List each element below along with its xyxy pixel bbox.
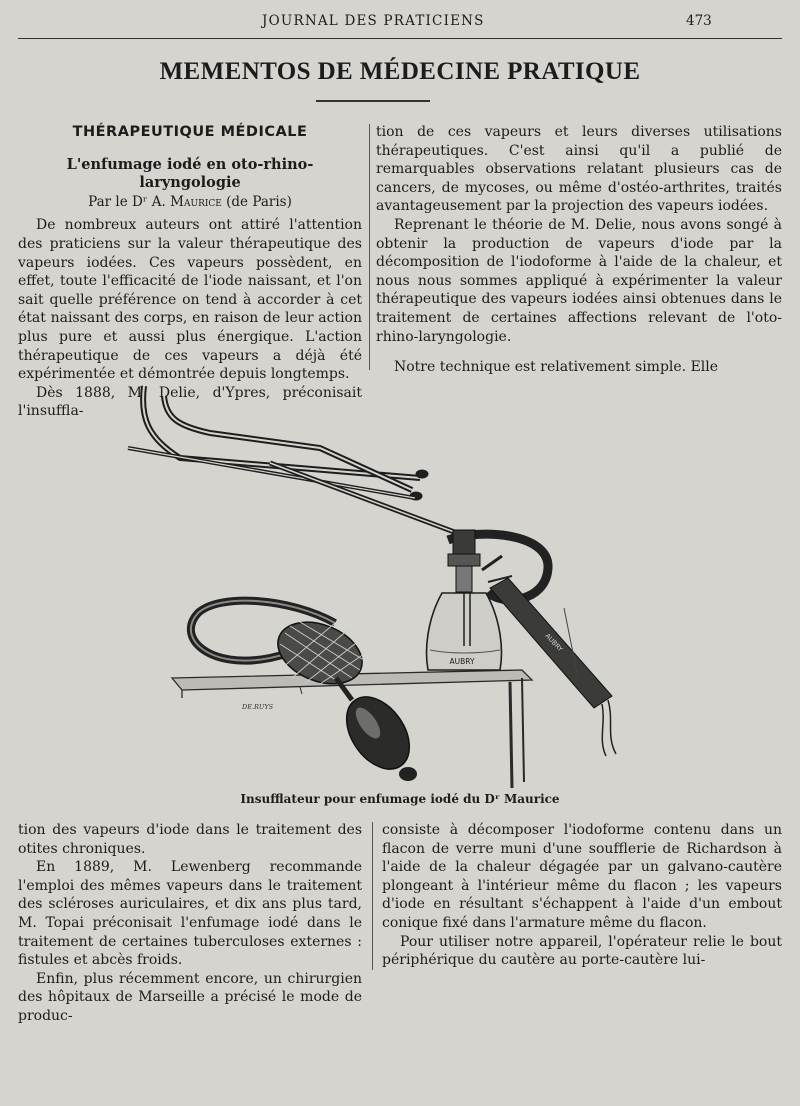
column-divider — [369, 124, 370, 370]
flask-maker-label: AUBRY — [449, 657, 475, 666]
header-rule — [18, 38, 782, 39]
running-head-title: JOURNAL DES PRATICIENS — [262, 13, 485, 29]
paragraph: Pour utiliser notre appareil, l'opérateur relie le bout périphérique du cautère au porte-cautère lui- — [382, 933, 782, 969]
handle-maker-label: AUBRY — [543, 631, 565, 654]
page-number: 473 — [686, 13, 712, 29]
lower-right-column — [382, 821, 782, 970]
paragraph: consiste à décomposer l'iodoforme contenu dans un flacon de verre muni d'une soufflerie de Richardson à l'aide de la chaleur dégagée par un galvano-cautère plongeant à l'intérieur même du flacon ; les vapeurs d'iode en résultant s'échappent à l'aide d'un embout conique fixé dans l'armature même du flacon. — [382, 822, 782, 931]
byline-suffix: (de Paris) — [221, 193, 292, 210]
byline-prefix: Par le Dʳ A. — [88, 193, 171, 210]
rubric-heading: THÉRAPEUTIQUE MÉDICALE — [72, 124, 308, 140]
upper-right-column — [376, 123, 782, 377]
paragraph: Dès 1888, M. Delie, d'Ypres, préconisait l'insuffla- — [18, 384, 362, 420]
paragraph: tion des vapeurs d'iode dans le traitement des otites chroniques. — [18, 822, 362, 857]
figure-caption: Insufflateur pour enfumage iodé du Dʳ Maurice — [240, 792, 560, 806]
paragraph: Notre technique est relativement simple. Elle — [394, 359, 719, 376]
upper-left-column — [18, 123, 362, 421]
article-title: L'enfumage iodé en oto-rhino-laryngologie — [66, 155, 314, 192]
paragraph: De nombreux auteurs ont attiré l'attention des praticiens sur la valeur thérapeutique des vapeurs iodées. Ces vapeurs possèdent, en effet, toute l'efficacité de l'iode naissant, et l'on sait quelle préférence on tend à accorder à cet état naissant des corps, en raison de leur action plus pure et aussi plus énergique. L'action thérapeutique de ces vapeurs a déjà été expérimentée et démontrée depuis longtemps. — [18, 217, 362, 383]
paragraph: tion de ces vapeurs et leurs diverses utilisations thérapeutiques. C'est ainsi qu'il a publié de remarquables observations relatant plusieurs cas de cancers, de mycoses, ou même d'ostéo-arthrites, traités avantageusement par la projection des vapeurs iodées. — [376, 124, 782, 215]
lower-left-column — [18, 821, 362, 1026]
running-head — [0, 10, 800, 30]
hand-pump-bulb — [334, 678, 422, 781]
title-underline — [316, 100, 430, 102]
paragraph: En 1889, M. Lewenberg recommande l'emploi des mêmes vapeurs dans le traitement des scléroses auriculaires, et dix ans plus tard, M. Topai préconisait l'enfumage iodé dans le traitement de certaines tuberculoses externes : fistules et abcès froids. — [18, 859, 362, 969]
paragraph: Enfin, plus récemment encore, un chirurgien des hôpitaux de Marseille a précisé le mode de produc- — [18, 970, 362, 1024]
insufflator-illustration — [120, 378, 640, 790]
nozzle-tubes — [128, 386, 428, 500]
paragraph: Reprenant le théorie de M. Delie, nous avons songé à obtenir la production de vapeurs d'iode par la décomposition de l'iodoforme à l'aide de la chaleur, et nous nous sommes appliqué à expérimenter la valeur thérapeutique des vapeurs iodées ainsi obtenues dans le traitement de certaines affections relevant de l'oto-rhino-laryngologie. — [376, 216, 782, 345]
byline — [18, 193, 362, 212]
glass-flask — [427, 530, 502, 670]
byline-author: Maurice — [170, 193, 222, 210]
engraver-signature: DE.RUYS — [242, 703, 274, 711]
section-title: MEMENTOS DE MÉDECINE PRATIQUE — [159, 58, 641, 85]
column-divider — [372, 822, 373, 970]
